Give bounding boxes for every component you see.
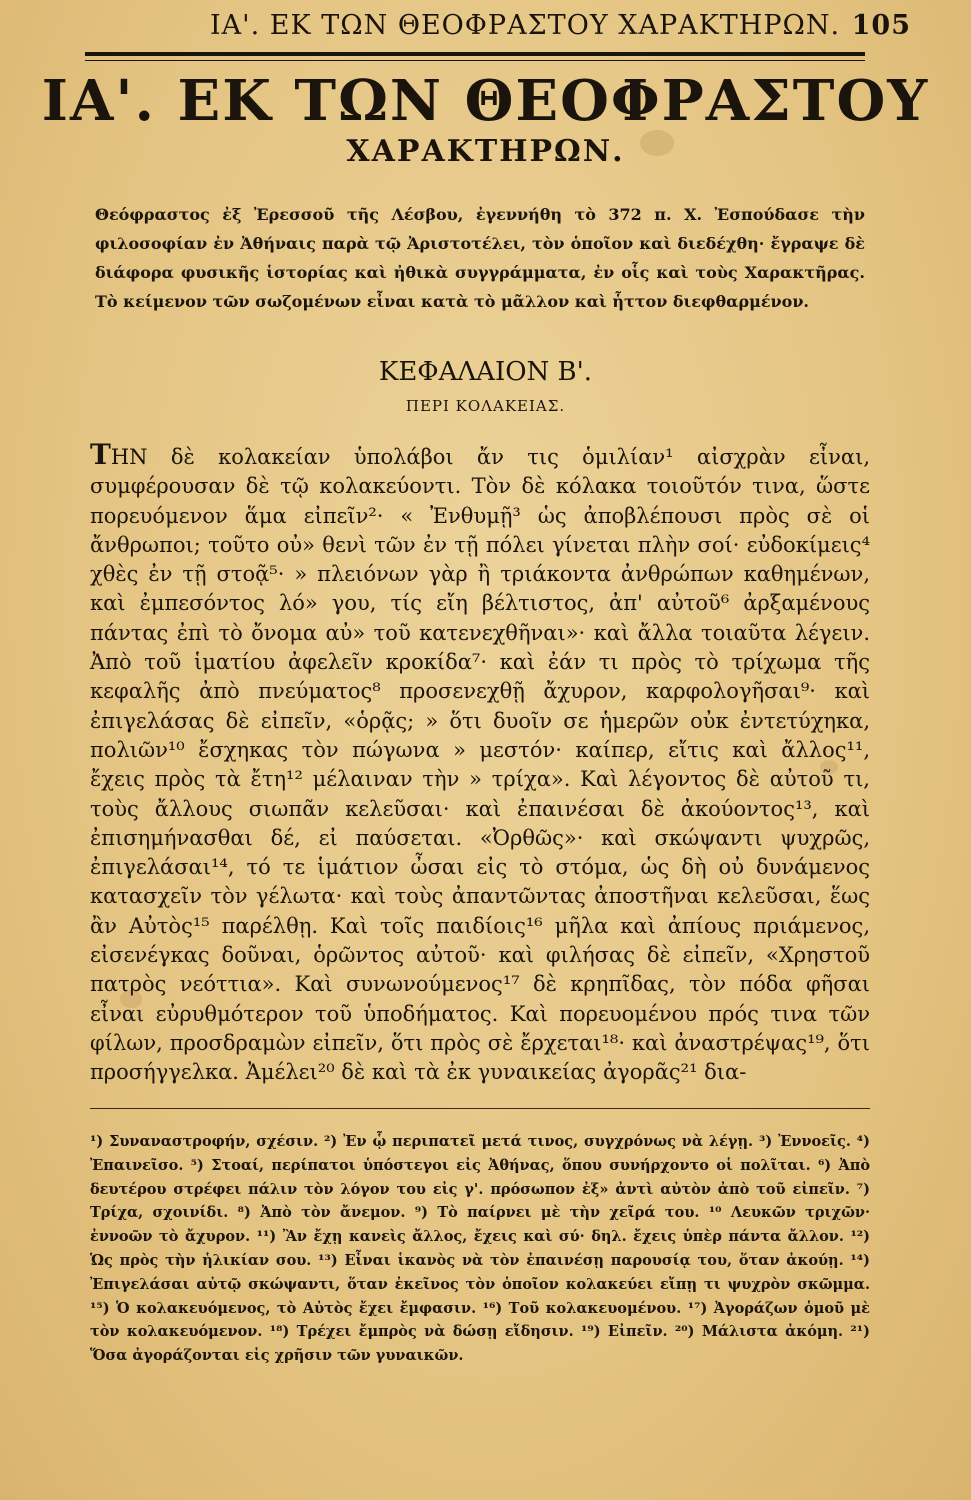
section-subtitle: ΧΑΡΑΚΤΗΡΩΝ. [346, 134, 625, 169]
running-head-title: ΙΑ'. ΕΚ ΤΩΝ ΘΕΟΦΡΑΣΤΟΥ ΧΑΡΑΚΤΗΡΩΝ. [210, 10, 841, 41]
running-head [60, 6, 911, 46]
header-rule [85, 52, 865, 56]
footnotes: ¹) Συναναστροφήν, σχέσιν. ²) Ἐν ᾧ περιπατεῖ μετά τινος, συγχρόνως νὰ λέγῃ. ³) Ἐννοεῖς. ⁴) Ἐπαινεῖσο. ⁵) Στοαί, περίπατοι ὑπόστεγοι εἰς Ἀθήνας, ὅπου συνήρχοντο οἱ πολῖται. ⁶) Ἀπὸ δευτέρου στρέφει πάλιν τὸν λόγον του εἰς γ'. πρόσωπον ἐξ» ἀντὶ αὐτὸν ἀπὸ τοῦ εἰπεῖν. ⁷) Τρίχα, σχοινίδι. ⁸) Ἀπὸ τὸν ἄνεμον. ⁹) Τὸ παίρνει μὲ τὴν χεῖρά του. ¹⁰ Λευκῶν τριχῶν· ἐννοῶν τὸ ἄχυρον. ¹¹) Ἂν ἔχῃ κανεὶς ἄλλος, ἔχεις καὶ σύ· δηλ. ἔχεις ὑπὲρ πάντα ἄλλον. ¹²) Ὡς πρὸς τὴν ἡλικίαν σου. ¹³) Εἶναι ἱκανὸς νὰ τὸν ἐπαινέσῃ παρουσίᾳ του, ὅταν ἀκούῃ. ¹⁴) Ἐπιγελάσαι αὐτῷ σκώψαντι, ὅταν ἐκεῖνος τὸν ὁποῖον κολακεύει εἴπῃ τι ψυχρὸν σκῶμμα. ¹⁵) Ὁ κολακευόμενος, τὸ Αὐτὸς ἔχει ἔμφασιν. ¹⁶) Τοῦ κολακευομένου. ¹⁷) Ἀγοράζων ὁμοῦ μὲ τὸν κολακευόμενον. ¹⁸) Τρέχει ἔμπρὸς νὰ δώσῃ εἴδησιν. ¹⁹) Εἰπεῖν. ²⁰) Μάλιστα ἀκόμη. ²¹) Ὅσα ἀγοράζονται εἰς χρῆσιν τῶν γυναικῶν. [90, 1133, 870, 1365]
header-rule-thin [85, 60, 865, 61]
drop-cap: Τ [90, 438, 111, 471]
chapter-title: ΚΕΦΑΛΑΙΟΝ Β'. [378, 357, 593, 387]
main-text [90, 440, 870, 1088]
chapter-subtitle: ΠΕΡΙ ΚΟΛΑΚΕΙΑΣ. [405, 397, 566, 415]
page-number: 105 [851, 10, 911, 41]
author-intro: Θεόφραστος ἐξ Ἐρεσσοῦ τῆς Λέσβου, ἐγεννήθη τὸ 372 π. Χ. Ἐσπούδασε τὴν φιλοσοφίαν ἐν Ἀθήναις παρὰ τῷ Ἀριστοτέλει, τὸν ὁποῖον καὶ διεδέχθη· ἔγραψε δὲ διάφορα φυσικῆς ἱστορίας καὶ ἠθικὰ συγγράμματα, ἐν οἷς καὶ τοὺς Χαρακτῆρας. Τὸ κείμενον τῶν σωζομένων εἶναι κατὰ τὸ μᾶλλον καὶ ἧττον διεφθαρμένον. [95, 205, 865, 311]
footnote-rule [90, 1108, 870, 1109]
section-title: ΙΑ'. ΕΚ ΤΩΝ ΘΕΟΦΡΑΣΤΟΥ [41, 68, 930, 134]
main-text-body: ΗΝ δὲ κολακείαν ὑπολάβοι ἄν τις ὁμιλίαν¹ αἰσχρὰν εἶναι, συμφέρουσαν δὲ τῷ κολακεύοντι. Τὸν δὲ κόλακα τοιοῦτόν τινα, ὥστε πορευόμενον ἅμα εἰπεῖν²· « Ἐνθυμῇ³ ὡς ἀποβλέπουσι πρὸς σὲ οἱ ἄνθρωποι; τοῦτο οὐ» θενὶ τῶν ἐν τῇ πόλει γίνεται πλὴν σοί· εὐδοκίμεις⁴ χθὲς ἐν τῇ στοᾷ⁵· » πλειόνων γὰρ ἢ τριάκοντα ἀνθρώπων καθημένων, καὶ ἐμπεσόντος λό» γου, τίς εἴη βέλτιστος, ἀπ' αὐτοῦ⁶ ἀρξαμένους πάντας ἐπὶ τὸ ὄνομα αὐ» τοῦ κατενεχθῆναι»· καὶ ἄλλα τοιαῦτα λέγειν. Ἀπὸ τοῦ ἱματίου ἀφελεῖν κροκίδα⁷· καὶ ἐάν τι πρὸς τὸ τρίχωμα τῆς κεφαλῆς ἀπὸ πνεύματος⁸ προσενεχθῇ ἄχυρον, καρφολογῆσαι⁹· καὶ ἐπιγελάσας δὲ εἰπεῖν, «ὁρᾷς; » ὅτι δυοῖν σε ἡμερῶν οὐκ ἐντετύχηκα, πολιῶν¹⁰ ἔσχηκας τὸν πώγωνα » μεστόν· καίπερ, εἴτις καὶ ἄλλος¹¹, ἔχεις πρὸς τὰ ἔτη¹² μέλαιναν τὴν » τρίχα». Καὶ λέγοντος δὲ αὐτοῦ τι, τοὺς ἄλλους σιωπᾶν κελεῦσαι· καὶ ἐπαινέσαι δὲ ἀκούοντος¹³, καὶ ἐπισημήνασθαι δέ, εἰ παύσεται. «Ὀρθῶς»· καὶ σκώψαντι ψυχρῶς, ἐπιγελάσαι¹⁴, τό τε ἱμάτιον ὦσαι εἰς τὸ στόμα, ὡς δὴ οὐ δυνάμενος κατασχεῖν τὸν γέλωτα· καὶ τοὺς ἀπαντῶντας ἀποστῆναι κελεῦσαι, ἕως ἂν Αὐτὸς¹⁵ παρέλθῃ. Καὶ τοῖς παιδίοις¹⁶ μῆλα καὶ ἀπίους πριάμενος, εἰσενέγκας δοῦναι, ὁρῶντος αὐτοῦ· καὶ φιλήσας δὲ εἰπεῖν, «Χρηστοῦ πατρὸς νεόττια». Καὶ συνωνούμενος¹⁷ δὲ κρηπῖδας, τὸν πόδα φῆσαι εἶναι εὐρυθμότερον τοῦ ὑποδήματος. Καὶ πορευομένου πρός τινα τῶν φίλων, προσδραμὼν εἰπεῖν, ὅτι πρὸς σὲ ἔρχεται¹⁸· καὶ ἀναστρέψας¹⁹, ὅτι προσήγγελκα. Ἀμέλει²⁰ δὲ καὶ τὰ ἐκ γυναικείας ἀγορᾶς²¹ δια- [90, 445, 870, 1085]
